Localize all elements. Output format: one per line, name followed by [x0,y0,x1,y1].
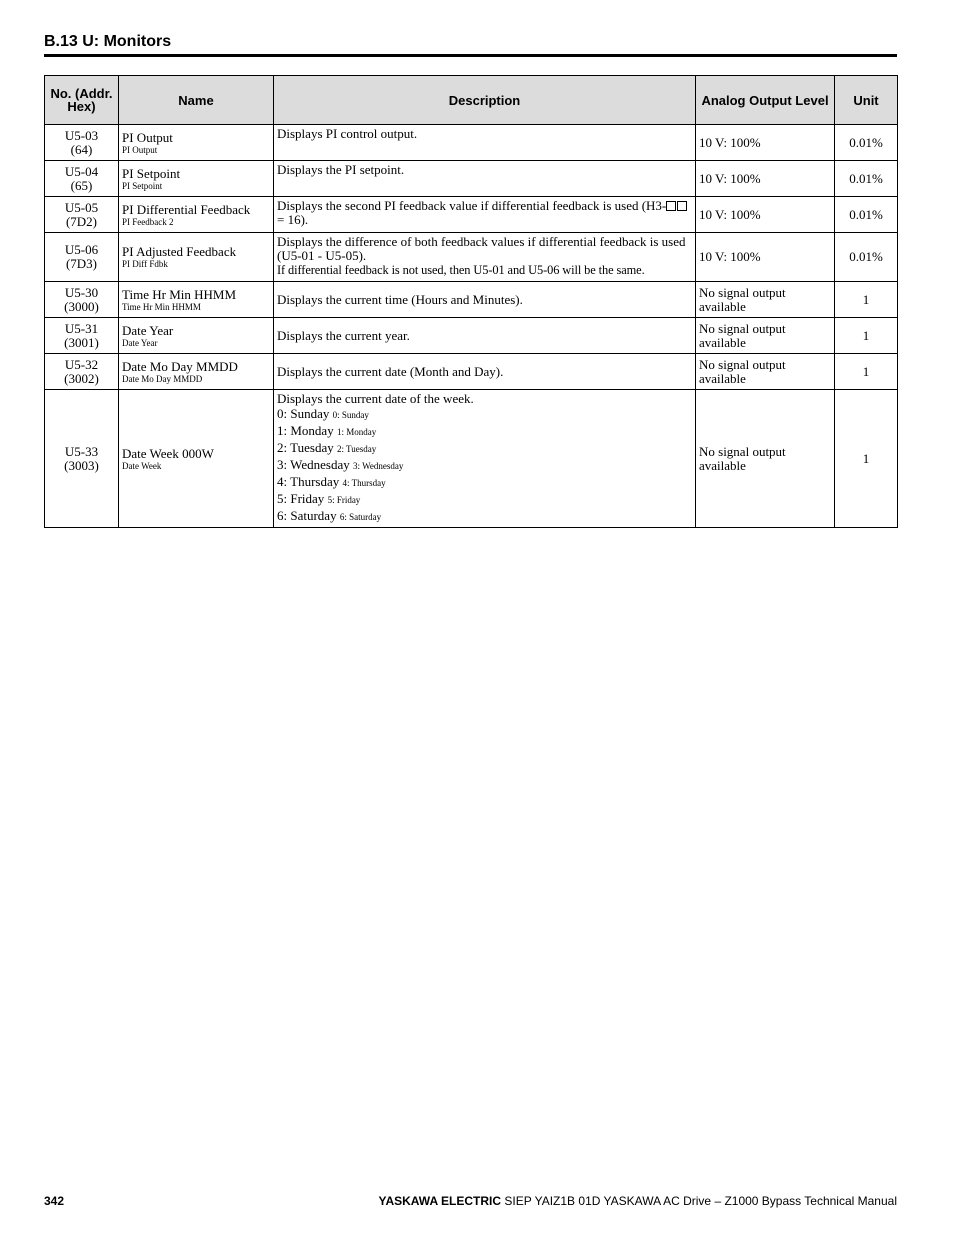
table-row [45,390,898,528]
description-cell [274,390,696,528]
description-text: Displays the second PI feedback value if differential feedback is used (H3- [277,198,667,213]
parameter-address: (65) [70,177,93,193]
parameter-number-cell [45,354,119,390]
placeholder-box-icon [666,201,676,211]
parameter-display-name: Time Hr Min HHMM [122,301,201,312]
parameter-name: PI Adjusted Feedback [122,244,237,259]
parameter-name: Date Mo Day MMDD [122,358,238,374]
table-row [45,125,898,161]
description-cell [274,233,696,282]
section-title: B.13 U: Monitors [44,33,172,50]
parameter-name-cell [119,390,274,528]
description-cell [274,125,696,161]
parameter-address: (64) [70,141,93,157]
description-text: Displays the current year. [277,327,410,343]
weekday-label: 5: Friday [277,491,325,506]
description-cell [274,161,696,197]
table-row [45,233,898,282]
weekday-display: 3: Wednesday [352,461,404,471]
parameter-name-cell [119,354,274,390]
parameter-name-cell [119,282,274,318]
footer-brand: YASKAWA ELECTRIC [378,1194,502,1208]
description-cell [274,197,696,233]
title-rule [44,54,897,57]
parameter-number-cell [45,233,119,282]
parameter-number: U5-06 [64,242,99,257]
table-row [45,282,898,318]
unit-value: 0.01% [835,125,898,161]
parameter-number-cell [45,390,119,528]
description-text: If differential feedback is not used, then U5-01 and U5-06 will be the same. [277,263,645,277]
page-number: 342 [44,1194,65,1208]
weekday-label: 6: Saturday [277,508,337,523]
analog-output-level: No signal output available [696,354,835,390]
weekday-item [277,491,692,508]
parameter-name: Date Year [122,322,174,338]
parameter-address: (3003) [64,457,99,473]
weekday-label: 2: Tuesday [277,440,334,455]
weekday-label: 1: Monday [277,423,334,438]
parameter-number-cell [45,282,119,318]
description-text: Displays the PI setpoint. [277,162,405,177]
description-cell [274,354,696,390]
table-header-row [45,76,898,125]
table-row [45,318,898,354]
parameter-number-cell [45,318,119,354]
analog-output-level: No signal output available [696,390,835,528]
parameter-name-cell [119,161,274,197]
weekday-item [277,457,692,474]
parameter-display-name: PI Feedback 2 [122,216,174,227]
weekday-item [277,440,692,457]
header-name: Name [119,76,274,125]
table-row [45,354,898,390]
description-text: Displays PI control output. [277,126,418,141]
description-cell [274,318,696,354]
parameter-address: (3002) [64,370,99,386]
unit-value: 0.01% [835,197,898,233]
description-cell [274,282,696,318]
unit-value: 1 [835,282,898,318]
parameter-name-cell [119,233,274,282]
header-description: Description [274,76,696,125]
analog-output-level: No signal output available [696,318,835,354]
description-text: Displays the difference of both feedback values if differential feedback is used (U5-01 - U5-05). [277,234,686,263]
parameter-address: (7D2) [65,213,98,229]
unit-value: 1 [835,318,898,354]
parameter-display-name: PI Diff Fdbk [122,259,168,269]
parameter-display-name: Date Year [122,337,158,348]
parameter-number: U5-04 [64,163,99,179]
footer-manual-title [379,1194,897,1208]
parameter-name: PI Differential Feedback [122,201,251,217]
weekday-item [277,508,692,525]
parameter-display-name: Date Week [122,460,162,471]
parameter-number-cell [45,125,119,161]
weekday-display: 2: Tuesday [336,444,377,454]
parameter-address: (3001) [64,334,99,350]
description-text-end: = 16). [277,212,309,227]
header-unit: Unit [835,76,898,125]
weekday-label: 0: Sunday [277,406,330,421]
description-text: Displays the current date of the week. [277,391,474,406]
parameter-name: PI Output [122,129,173,145]
weekday-label: 3: Wednesday [277,457,350,472]
weekday-display: 1: Monday [336,427,377,437]
parameter-number: U5-03 [64,127,99,143]
description-text: Displays the current date (Month and Day). [277,363,504,379]
parameter-number-cell [45,197,119,233]
parameter-address: (3000) [64,298,99,314]
parameter-number: U5-31 [64,320,99,336]
parameter-name: Time Hr Min HHMM [122,286,237,302]
parameter-address: (7D3) [65,256,98,271]
monitors-table [44,75,898,528]
parameter-name-cell [119,318,274,354]
parameter-name-cell [119,197,274,233]
unit-value: 0.01% [835,161,898,197]
weekday-display: 6: Saturday [339,512,382,522]
unit-value: 1 [835,390,898,528]
unit-value: 1 [835,354,898,390]
parameter-name: PI Setpoint [122,165,181,181]
footer-manual-name: SIEP YAIZ1B 01D YASKAWA AC Drive – Z1000 Bypass Technical Manual [501,1194,897,1208]
parameter-number: U5-33 [64,443,99,459]
parameter-display-name: Date Mo Day MMDD [122,373,203,384]
weekday-display: 4: Thursday [342,478,386,488]
analog-output-level: 10 V: 100% [696,161,835,197]
header-analog-output-level: Analog Output Level [696,76,835,125]
table-row [45,197,898,233]
analog-output-level: 10 V: 100% [696,233,835,282]
placeholder-box-icon [677,201,687,211]
parameter-display-name: PI Output [122,144,158,155]
parameter-number-cell [45,161,119,197]
analog-output-level: 10 V: 100% [696,197,835,233]
parameter-number: U5-05 [64,199,99,215]
table-row [45,161,898,197]
weekday-item [277,474,692,491]
parameter-number: U5-32 [64,356,99,372]
weekday-label: 4: Thursday [277,474,340,489]
unit-value: 0.01% [835,233,898,282]
weekday-item [277,406,692,423]
weekday-item [277,423,692,440]
header-no: No. (Addr. Hex) [45,76,119,125]
description-text: Displays the current time (Hours and Minutes). [277,291,523,307]
parameter-name: Date Week 000W [122,445,214,461]
parameter-number: U5-30 [64,284,99,300]
analog-output-level: 10 V: 100% [696,125,835,161]
parameter-name-cell [119,125,274,161]
parameter-display-name: PI Setpoint [122,180,163,191]
weekday-display: 0: Sunday [332,410,369,420]
analog-output-level: No signal output available [696,282,835,318]
weekday-display: 5: Friday [327,495,361,505]
